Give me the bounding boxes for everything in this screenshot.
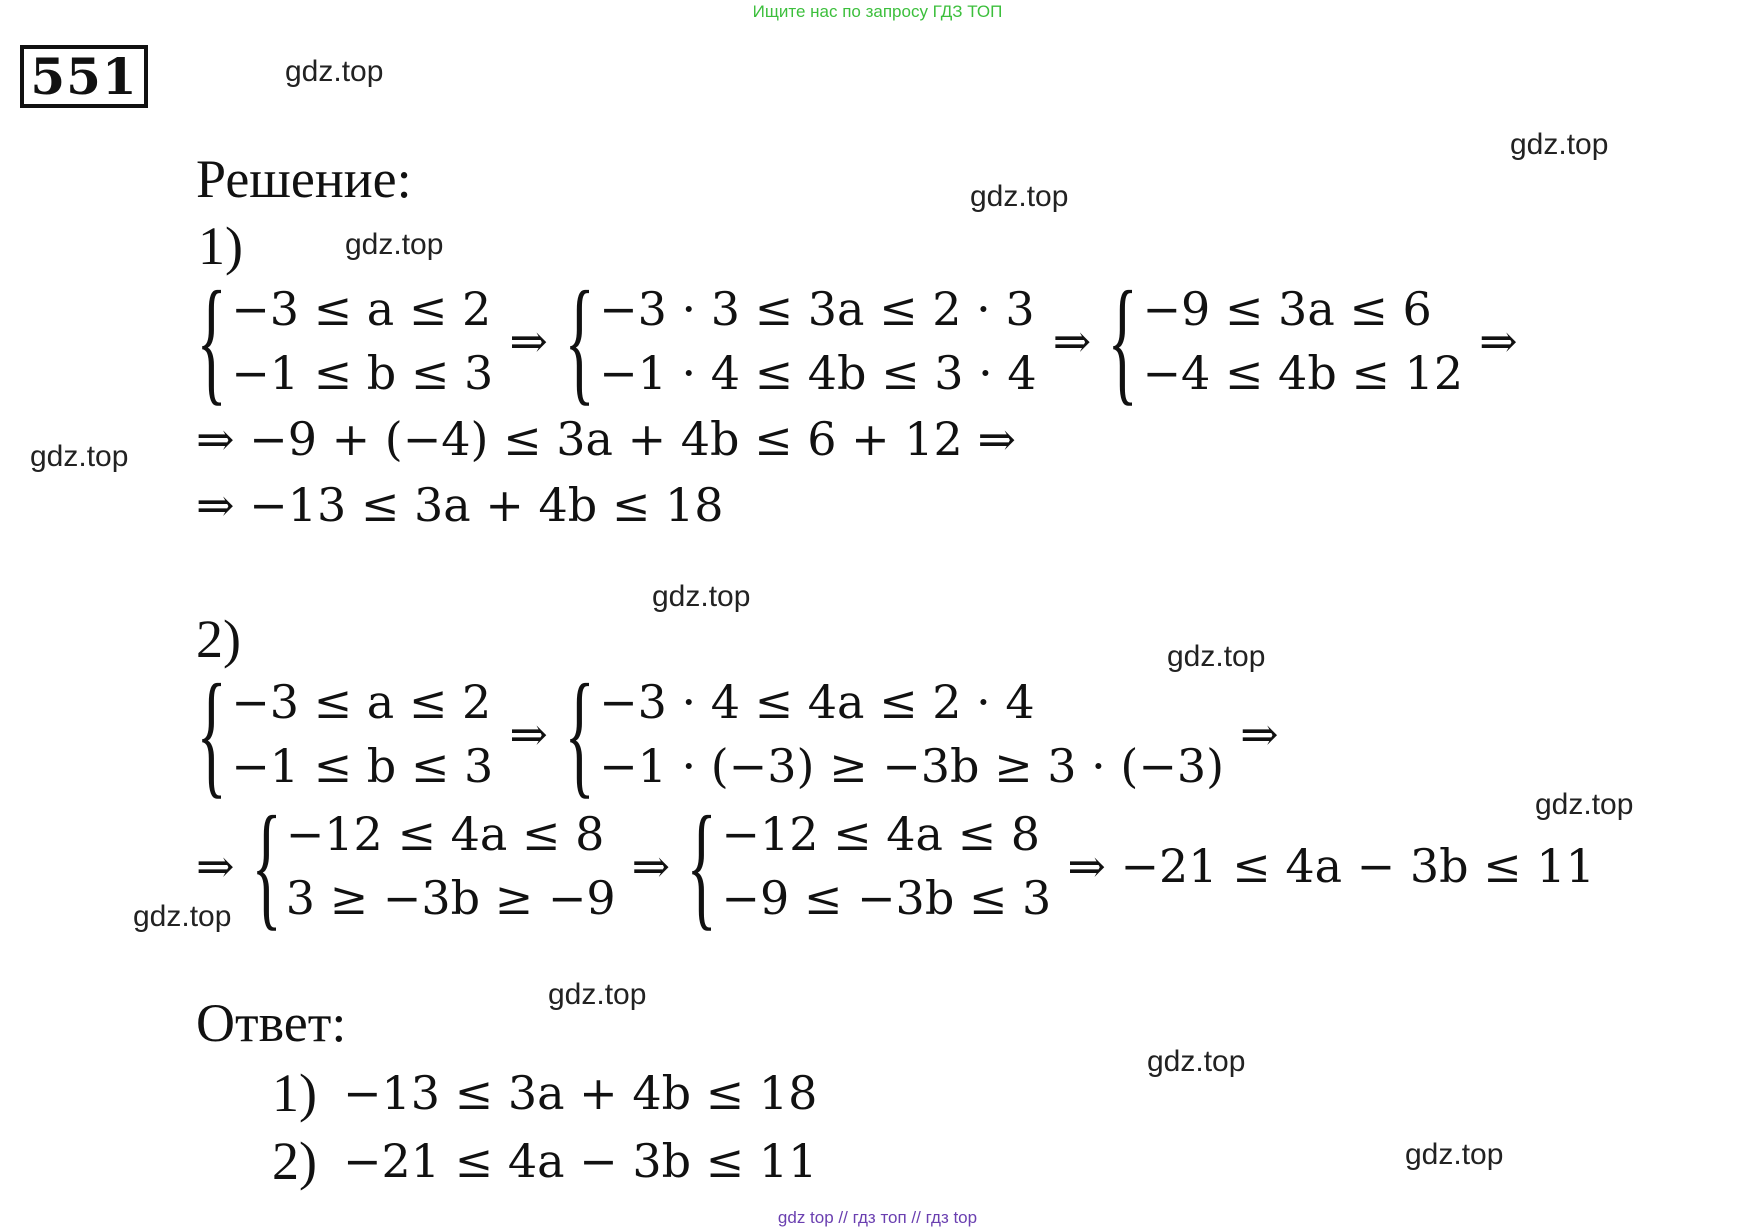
system-row: −9 ≤ 3a ≤ 6	[1142, 282, 1432, 336]
part1-system-b	[564, 263, 1037, 418]
implies-arrow: ⇒	[631, 839, 671, 893]
answer-label: 1)	[272, 1063, 317, 1123]
part1-system-a	[196, 263, 494, 418]
top-promo-note: Ищите нас по запросу ГДЗ ТОП	[752, 2, 1003, 21]
system-row: −3 · 3 ≤ 3a ≤ 2 · 3	[599, 282, 1035, 336]
brace: {	[251, 788, 282, 943]
system-row: −1 ≤ b ≤ 3	[231, 346, 494, 400]
brace: {	[1107, 263, 1138, 418]
answer-row-1	[272, 1060, 817, 1126]
part2-label: 2)	[196, 609, 241, 669]
brace: {	[564, 263, 595, 418]
system-row: −1 · (−3) ≥ −3b ≥ 3 · (−3)	[599, 739, 1225, 793]
watermark: gdz.top	[1535, 788, 1634, 821]
part2-system-c	[251, 788, 616, 943]
watermark: gdz.top	[970, 180, 1069, 213]
system-row: −3 · 4 ≤ 4a ≤ 2 · 4	[599, 675, 1035, 729]
answer-label: 2)	[272, 1131, 317, 1191]
part1-system-chain	[190, 263, 1528, 418]
watermark: gdz.top	[345, 228, 444, 261]
part1-sum-line: ⇒ −9 + (−4) ≤ 3a + 4b ≤ 6 + 12 ⇒	[196, 412, 1016, 466]
implies-arrow: ⇒	[509, 707, 548, 761]
part2-result: ⇒ −21 ≤ 4a − 3b ≤ 11	[1067, 839, 1595, 893]
watermark: gdz.top	[1167, 640, 1266, 673]
answer-heading: Ответ:	[196, 993, 347, 1053]
system-row: −12 ≤ 4a ≤ 8	[721, 807, 1041, 861]
solution-heading: Решение:	[196, 149, 412, 209]
watermark: gdz.top	[652, 580, 751, 613]
implies-arrow: ⇒	[196, 839, 235, 893]
watermark: gdz.top	[1510, 128, 1609, 161]
system-row: 3 ≥ −3b ≥ −9	[285, 871, 616, 925]
watermark: gdz.top	[30, 440, 129, 473]
watermark: gdz.top	[133, 900, 232, 933]
implies-arrow: ⇒	[509, 314, 548, 368]
part1-result-line: ⇒ −13 ≤ 3a + 4b ≤ 18	[196, 478, 724, 532]
part1-system-c	[1107, 263, 1464, 418]
system-row: −3 ≤ a ≤ 2	[231, 282, 492, 336]
part2-system-b	[564, 656, 1225, 811]
brace: {	[564, 656, 595, 811]
implies-arrow: ⇒	[1052, 314, 1092, 368]
answer-row-2	[272, 1128, 817, 1194]
watermark: gdz.top	[285, 55, 384, 88]
part2-system-a	[196, 656, 494, 811]
answer-value: −21 ≤ 4a − 3b ≤ 11	[342, 1134, 818, 1188]
brace: {	[196, 263, 227, 418]
implies-arrow: ⇒	[1479, 314, 1518, 368]
problem-number-box: 551	[20, 45, 148, 108]
watermark: gdz.top	[548, 978, 647, 1011]
part2-system-d	[686, 788, 1052, 943]
watermark: gdz.top	[1405, 1138, 1504, 1171]
brace: {	[196, 656, 227, 811]
system-row: −3 ≤ a ≤ 2	[231, 675, 492, 729]
system-row: −9 ≤ −3b ≤ 3	[721, 871, 1052, 925]
system-row: −1 ≤ b ≤ 3	[231, 739, 494, 793]
answer-value: −13 ≤ 3a + 4b ≤ 18	[342, 1066, 818, 1120]
part1-label: 1)	[198, 216, 243, 276]
implies-arrow: ⇒	[1240, 707, 1279, 761]
bottom-watermark-note: gdz top // гдз топ // гдз top	[777, 1208, 978, 1227]
system-row: −4 ≤ 4b ≤ 12	[1142, 346, 1464, 400]
watermark: gdz.top	[1147, 1045, 1246, 1078]
system-row: −12 ≤ 4a ≤ 8	[285, 807, 605, 861]
system-row: −1 · 4 ≤ 4b ≤ 3 · 4	[599, 346, 1037, 400]
brace: {	[686, 788, 717, 943]
